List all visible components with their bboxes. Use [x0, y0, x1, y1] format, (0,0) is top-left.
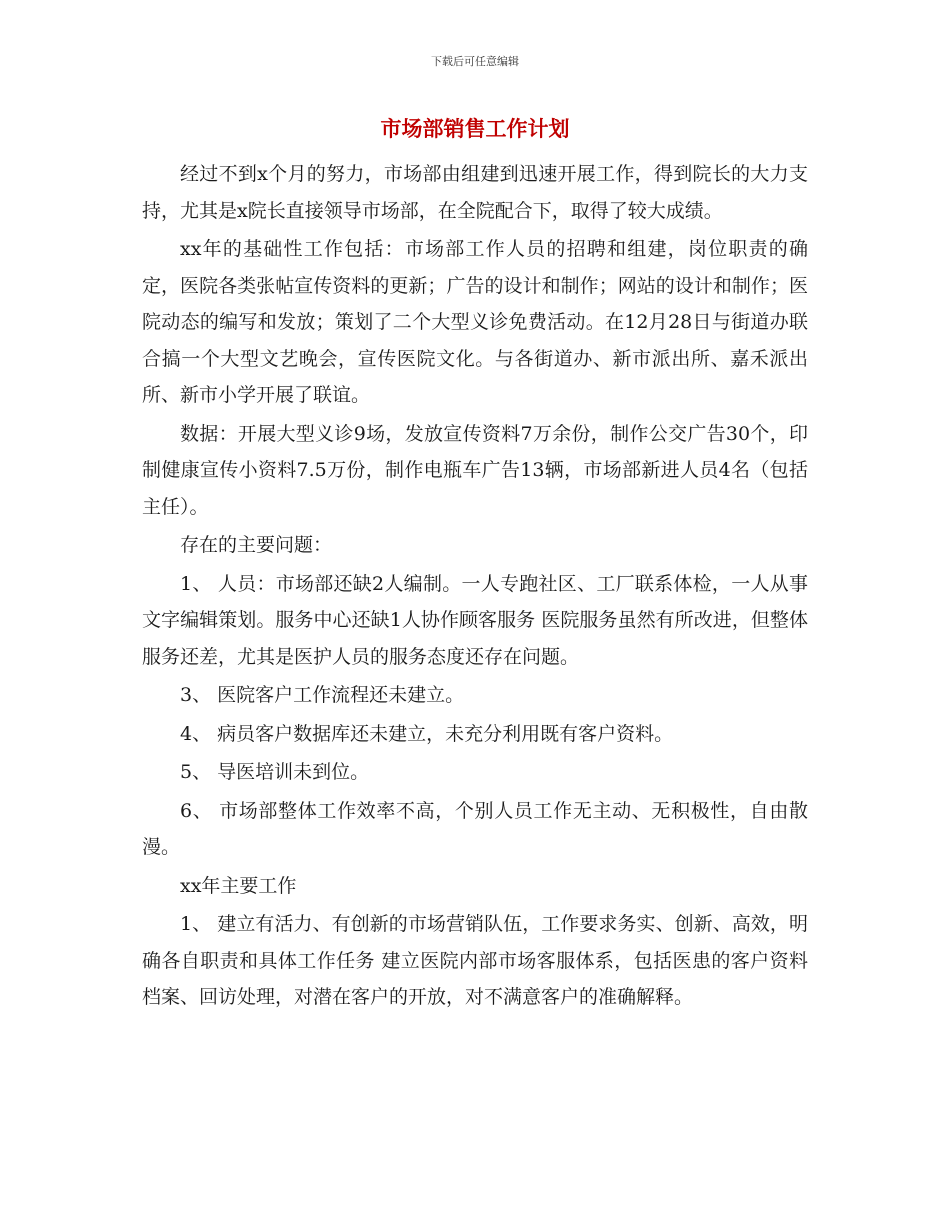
- header-note: 下载后可任意编辑: [431, 55, 519, 68]
- paragraph-main-work-heading: xx年主要工作: [180, 874, 297, 897]
- paragraph-problem-4: 4、 病员客户数据库还未建立，未充分利用既有客户资料。: [180, 722, 674, 745]
- paragraph-problem-1: 1、 人员：市场部还缺2人编制。一人专跑社区、工厂联系体检，一人从事文字编辑策划。服务中心还缺1人协作顾客服务 医院服务虽然有所改进，但整体服务还差，尤其是医护人员的服务态度还存在问题。: [142, 572, 808, 668]
- paragraph-problem-3: 3、 医院客户工作流程还未建立。: [180, 684, 465, 706]
- paragraph-data: 数据：开展大型义诊9场，发放宣传资料7万余份，制作公交广告30个，印制健康宣传小资料7.5万份，制作电瓶车广告13辆，市场部新进人员4名（包括主任）。: [142, 422, 808, 518]
- paragraph-problem-5: 5、 导医培训未到位。: [180, 761, 370, 783]
- document-body: [142, 156, 808, 1018]
- paragraph-problem-6: 6、 市场部整体工作效率不高，个别人员工作无主动、无积极性，自由散漫。: [142, 799, 808, 858]
- paragraph-intro: 经过不到x个月的努力，市场部由组建到迅速开展工作，得到院长的大力支持，尤其是x院长直接领导市场部，在全院配合下，取得了较大成绩。: [142, 163, 808, 222]
- paragraph-basic-work: xx年的基础性工作包括：市场部工作人员的招聘和组建，岗位职责的确定，医院各类张帖宣传资料的更新；广告的设计和制作；网站的设计和制作；医院动态的编写和发放；策划了二个大型义诊免费活动。在12月28日与街道办联合搞一个大型文艺晚会，宣传医院文化。与各街道办、新市派出所、嘉禾派出所、新市小学开展了联谊。: [142, 238, 808, 406]
- document-title: 市场部销售工作计划: [380, 117, 570, 141]
- paragraph-main-work-1: 1、 建立有活力、有创新的市场营销队伍，工作要求务实、创新、高效，明确各自职责和具体工作任务 建立医院内部市场客服体系，包括医患的客户资料档案、回访处理，对潜在客户的开放，对不满意客户的准确解释。: [142, 913, 808, 1008]
- paragraph-problems-heading: 存在的主要问题：: [180, 534, 333, 556]
